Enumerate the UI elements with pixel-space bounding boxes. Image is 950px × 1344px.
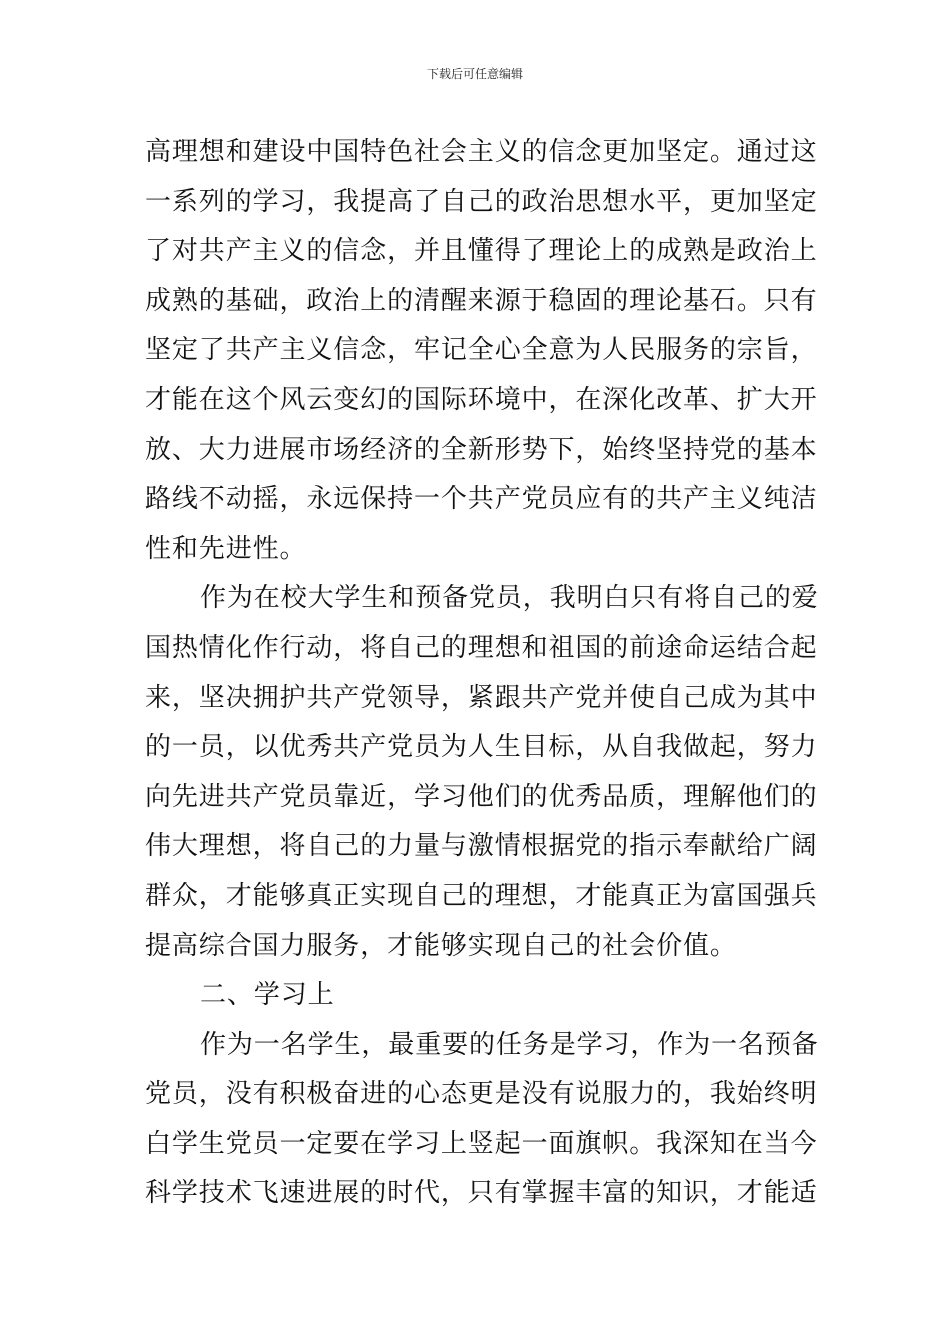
text-line: 党员，没有积极奋进的心态更是没有说服力的，我始终明 [145,1079,818,1110]
text-line: 国热情化作行动，将自己的理想和祖国的前途命运结合起 [145,632,818,663]
text-line: 伟大理想，将自己的力量与激情根据党的指示奉献给广阔 [145,831,818,862]
text-line: 放、大力进展市场经济的全新形势下，始终坚持党的基本 [145,434,818,465]
document-body [145,128,819,1219]
text-line: 一系列的学习，我提高了自己的政治思想水平，更加坚定 [145,186,818,217]
text-line: 的一员，以优秀共产党员为人生目标，从自我做起，努力 [145,732,818,763]
page-header: 下载后可任意编辑 [426,67,523,81]
text-line: 群众，才能够真正实现自己的理想，才能真正为富国强兵 [145,880,818,911]
text-line: 了对共产主义的信念，并且懂得了理论上的成熟是政治上 [145,236,818,267]
text-line: 向先进共产党员靠近，学习他们的优秀品质，理解他们的 [145,781,818,812]
text-line: 高理想和建设中国特色社会主义的信念更加坚定。通过这 [145,137,818,167]
text-line: 提高综合国力服务，才能够实现自己的社会价值。 [145,930,737,961]
text-line: 坚定了共产主义信念，牢记全心全意为人民服务的宗旨， [145,335,818,366]
paragraph-first-line: 二、学习上 [200,980,335,1011]
text-line: 才能在这个风云变幻的国际环境中，在深化改革、扩大开 [145,384,818,415]
text-line: 白学生党员一定要在学习上竖起一面旗帜。我深知在当今 [145,1128,818,1159]
text-line: 路线不动摇，永远保持一个共产党员应有的共产主义纯洁 [145,484,818,515]
text-line: 成熟的基础，政治上的清醒来源于稳固的理论基石。只有 [145,285,818,316]
text-line: 性和先进性。 [145,533,307,564]
paragraph-first-line: 作为一名学生，最重要的任务是学习，作为一名预备 [200,1029,819,1060]
paragraph-first-line: 作为在校大学生和预备党员，我明白只有将自己的爱 [200,583,819,614]
text-line: 科学技术飞速进展的时代，只有掌握丰富的知识，才能适 [145,1178,818,1209]
text-line: 来，坚决拥护共产党领导，紧跟共产党并使自己成为其中 [145,682,818,713]
